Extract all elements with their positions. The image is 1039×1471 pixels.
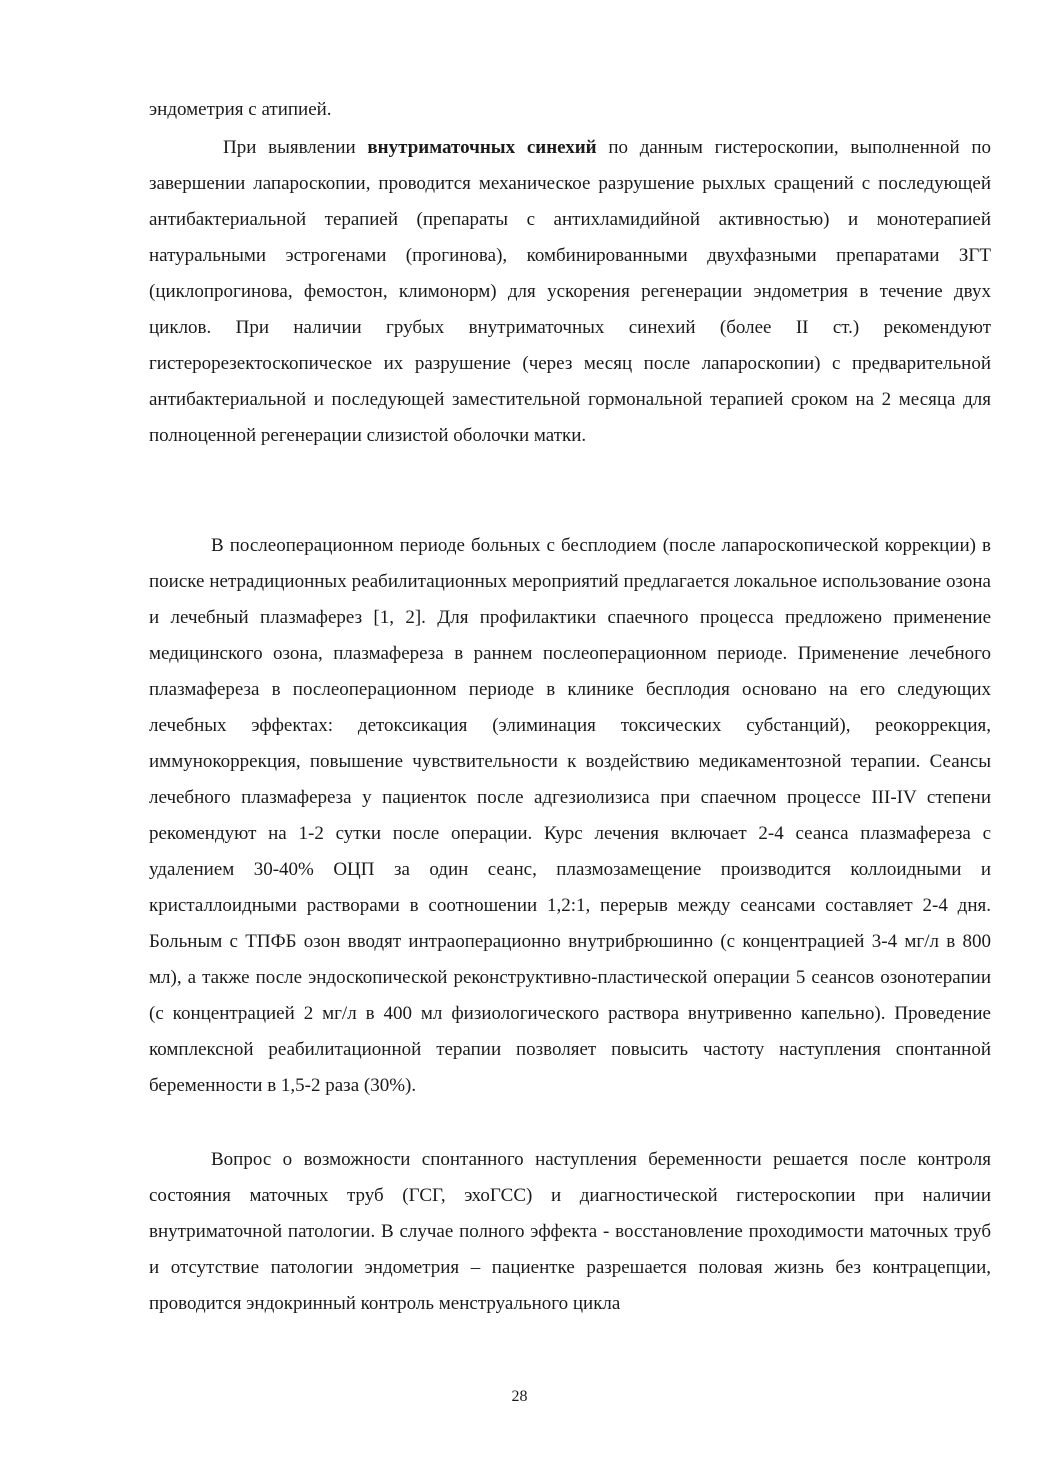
- paragraph-synechiae: [149, 130, 991, 454]
- paragraph-synechiae-text: [149, 130, 991, 454]
- paragraph-pregnancy-text: Вопрос о возможности спонтанного наступления беременности решается после контроля состояния маточных труб (ГСГ, эхоГСС) и диагностической гистероскопии при наличии внутриматочной патологии. В случае полного эффекта - восстановление проходимости маточных труб и отсутствие патологии эндометрия – пациентке разрешается половая жизнь без контрацепции, проводится эндокринный контроль менструального цикла: [149, 1149, 991, 1314]
- paragraph-fragment-text: эндометрия с атипией.: [149, 99, 332, 120]
- paragraph-synechiae-body: по данным гистероскопии, выполненной по завершении лапароскопии, проводится механическое разрушение рыхлых сращений с последующей антибактериальной терапией (препараты с антихламидийной активностью) и монотерапией натуральными эстрогенами (прогинова), комбинированными двухфазными препаратами ЗГТ (циклопрогинова, фемостон, климонорм) для ускорения регенерации эндометрия в течение двух циклов. При наличии грубых внутриматочных синехий (более II ст.) рекомендуют гистерорезектоскопическое их разрушение (через месяц после лапароскопии) с предварительной антибактериальной и последующей заместительной гормональной терапией сроком на 2 месяца для полноценной регенерации слизистой оболочки матки.: [149, 137, 991, 446]
- paragraph-pregnancy: [149, 1142, 991, 1322]
- term-intrauterine-synechiae: внутриматочных синехий: [367, 137, 597, 158]
- paragraph-postoperative-text: В послеоперационном периоде больных с бесплодием (после лапароскопической коррекции) в поиске нетрадиционных реабилитационных мероприятий предлагается локальное использование озона и лечебный плазмаферез [1, 2]. Для профилактики спаечного процесса предложено применение медицинского озона, плазмафереза в раннем послеоперационном периоде. Применение лечебного плазмафереза в послеоперационном периоде в клинике бесплодия основано на его следующих лечебных эффектах: детоксикация (элиминация токсических субстанций), реокоррекция, иммунокоррекция, повышение чувствительности к воздействию медикаментозной терапии. Сеансы лечебного плазмафереза у пациенток после адгезиолизиса при спаечном процессе III-IV степени рекомендуют на 1-2 сутки после операции. Курс лечения включает 2-4 сеанса плазмафереза с удалением 30-40% ОЦП за один сеанс, плазмозамещение производится коллоидными и кристаллоидными растворами в соотношении 1,2:1, перерыв между сеансами составляет 2-4 дня. Больным с ТПФБ озон вводят интраоперационно внутрибрюшинно (с концентрацией 3-4 мг/л в 800 мл), а также после эндоскопической реконструктивно-пластической операции 5 сеансов озонотерапии (с концентрацией 2 мг/л в 400 мл физиологического раствора внутривенно капельно). Проведение комплексной реабилитационной терапии позволяет повысить частоту наступления спонтанной беременности в 1,5-2 раза (30%).: [149, 535, 991, 1096]
- paragraph-fragment: [149, 92, 991, 128]
- paragraph-postoperative: [149, 528, 991, 1104]
- page-number: 28: [511, 1388, 528, 1405]
- paragraph-synechiae-lead: При выявлении: [223, 137, 368, 158]
